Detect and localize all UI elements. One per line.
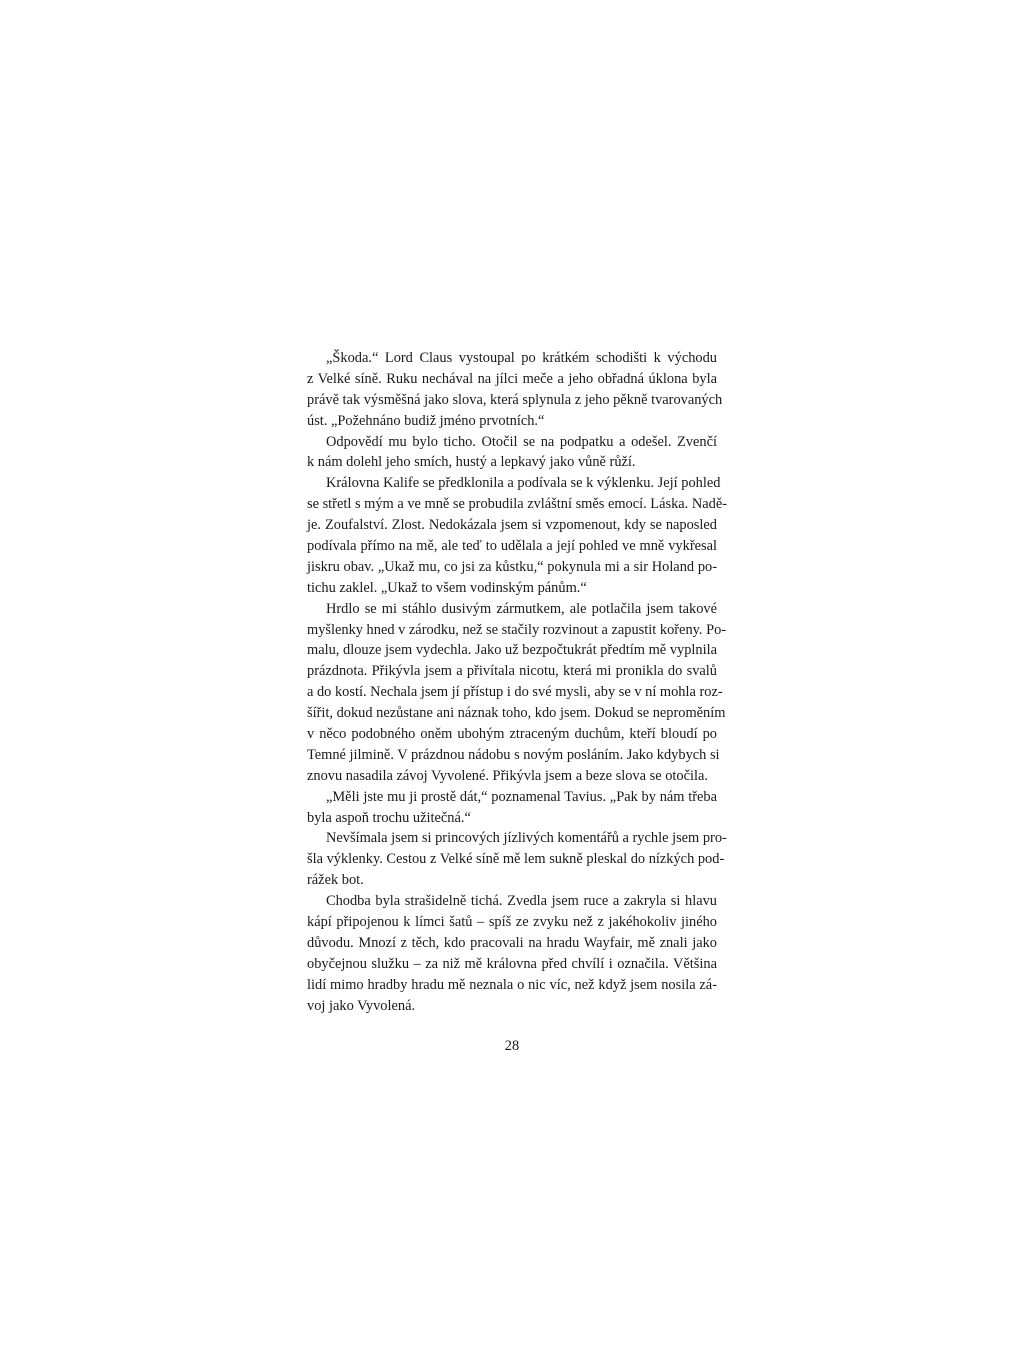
text-line: Hrdlo se mi stáhlo dusivým zármutkem, ale potlačila jsem takové (326, 600, 717, 617)
text-line: „Škoda.“ Lord Claus vystoupal po krátkém schodišti k východu (326, 350, 717, 366)
page-number: 28 (504, 1038, 520, 1054)
text-line: podívala přímo na mě, ale teď to udělala a její pohled ve mně vykřesal (307, 538, 717, 555)
text-line: myšlenky hned v zárodku, než se stačily rozvinout a zapustit kořeny. Po- (307, 621, 727, 638)
text-line: k nám dolehl jeho smích, hustý a lepkavý jako vůně růží. (307, 454, 636, 471)
text-line: prázdnota. Přikývla jsem a přivítala nicotu, která mi pronikla do svalů (307, 663, 717, 680)
text-line: malu, dlouze jsem vydechla. Jako už bezpočtukrát předtím mě vyplnila (307, 642, 717, 659)
text-line: voj jako Vyvolená. (307, 997, 416, 1014)
text-line: lidí mimo hradby hradu mě neznala o nic víc, než když jsem nosila zá- (307, 976, 717, 993)
text-line: byla aspoň trochu užitečná.“ (307, 809, 471, 826)
text-line: rážek bot. (307, 872, 364, 889)
paragraph (307, 891, 717, 1016)
text-line: je. Zoufalství. Zlost. Nedokázala jsem si vzpomenout, kdy se naposled (307, 517, 717, 534)
text-line: právě tak výsměšná jako slova, která splynula z jeho pěkně tvarovaných (307, 391, 723, 408)
text-line: znovu nasadila závoj Vyvolené. Přikývla jsem a beze slova se otočila. (307, 767, 708, 784)
text-line: Odpovědí mu bylo ticho. Otočil se na podpatku a odešel. Zvenčí (326, 433, 717, 450)
text-line: kápí připojenou k límci šatů – spíš ze zvyku než z jakéhokoliv jiného (307, 914, 717, 931)
paragraph (307, 348, 723, 432)
text-line: tichu zaklel. „Ukaž to všem vodinským pánům.“ (307, 579, 587, 596)
text-line: z Velké síně. Ruku nechával na jílci meče a jeho obřadná úklona byla (307, 370, 717, 387)
text-line: se střetl s mým a ve mně se probudila zvláštní směs emocí. Láska. Nadě- (307, 496, 728, 513)
text-line: obyčejnou služku – za niž mě královna před chvílí i označila. Většina (307, 955, 717, 972)
paragraph (307, 599, 727, 787)
text-line: Chodba byla strašidelně tichá. Zvedla jsem ruce a zakryla si hlavu (326, 893, 717, 910)
text-line: „Měli jste mu ji prostě dát,“ poznamenal Tavius. „Pak by nám třeba (326, 788, 717, 805)
text-line: v něco podobného oněm ubohým ztraceným duchům, kteří bloudí po (307, 726, 717, 743)
text-line: důvodu. Mnozí z těch, kdo pracovali na hradu Wayfair, mě znali jako (307, 934, 717, 951)
text-line: jiskru obav. „Ukaž mu, co jsi za kůstku,“ pokynula mi a sir Holand po- (307, 558, 717, 575)
text-line: šířit, dokud nezůstane ani náznak toho, kdo jsem. Dokud se neproměním (307, 705, 726, 722)
text-line: úst. „Požehnáno budiž jméno prvotních.“ (307, 412, 545, 429)
text-line: a do kostí. Nechala jsem jí přístup i do své mysli, aby se v ní mohla roz- (307, 684, 723, 701)
body-text (307, 348, 728, 1017)
text-line: šla výklenky. Cestou z Velké síně mě lem sukně pleskal do nízkých pod- (307, 851, 725, 868)
text-line: Temné jilmině. V prázdnou nádobu s novým posláním. Jako kdybych si (307, 746, 720, 763)
paragraph (307, 828, 727, 891)
paragraph (307, 432, 717, 474)
paragraph (307, 473, 728, 598)
text-line: Nevšímala jsem si princových jízlivých komentářů a rychle jsem pro- (326, 830, 727, 847)
paragraph (307, 787, 717, 829)
text-line: Královna Kalife se předklonila a podívala se k výklenku. Její pohled (326, 475, 721, 492)
